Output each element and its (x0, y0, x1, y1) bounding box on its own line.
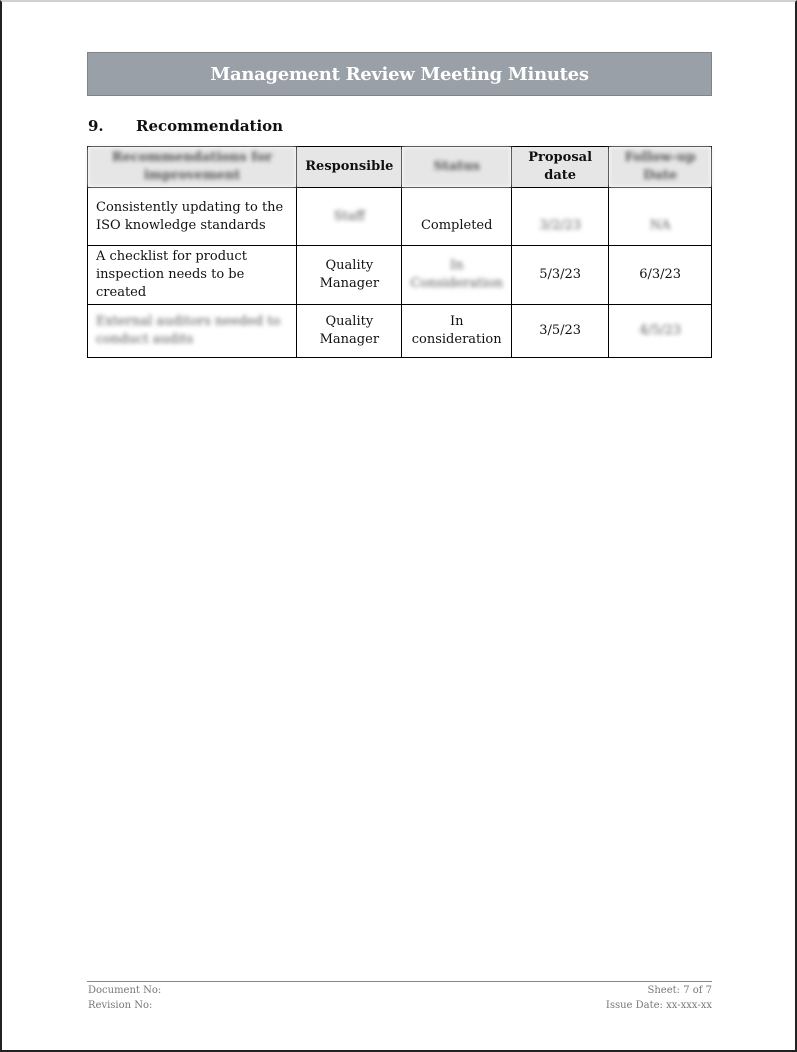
column-header-responsible: Responsible (297, 147, 402, 188)
document-number-label: Document No: (88, 985, 162, 996)
cell-follow-up-date: 6/3/23 (609, 246, 712, 305)
cell-responsible: Quality Manager (297, 305, 402, 358)
footer-divider (87, 981, 712, 982)
cell-proposal-date: 3/2/23 (511, 188, 608, 246)
cell-follow-up-date: 4/5/23 (609, 305, 712, 358)
page-footer (88, 983, 712, 1013)
cell-proposal-date: 3/5/23 (511, 305, 608, 358)
cell-recommendation: Consistently updating to the ISO knowledge standards (88, 188, 297, 246)
cell-proposal-date: 5/3/23 (511, 246, 608, 305)
cell-responsible: Quality Manager (297, 246, 402, 305)
cell-follow-up-date: NA (609, 188, 712, 246)
table-row (88, 188, 712, 246)
column-header-proposal-date: Proposal date (511, 147, 608, 188)
document-title-bar (87, 52, 712, 96)
issue-date: Issue Date: xx-xxx-xx (605, 1000, 712, 1011)
column-header-recommendations: Recommendations for improvement (88, 147, 297, 188)
cell-status: In Consideration (402, 246, 512, 305)
cell-status: Completed (402, 188, 512, 246)
recommendation-table (87, 146, 712, 358)
section-heading (88, 117, 283, 135)
cell-status: In consideration (402, 305, 512, 358)
revision-number-label: Revision No: (88, 1000, 153, 1011)
section-title: Recommendation (136, 117, 284, 135)
cell-responsible: Staff (297, 188, 402, 246)
column-header-follow-up-date: Follow-up Date (609, 147, 712, 188)
table-row (88, 305, 712, 358)
sheet-number: Sheet: 7 of 7 (647, 985, 712, 996)
document-title: Management Review Meeting Minutes (210, 63, 589, 85)
cell-recommendation: A checklist for product inspection needs to be created (88, 246, 297, 305)
section-number: 9. (88, 117, 104, 135)
cell-recommendation: External auditors needed to conduct audits (88, 305, 297, 358)
table-header-row (88, 147, 712, 188)
table-row (88, 246, 712, 305)
column-header-status: Status (402, 147, 512, 188)
